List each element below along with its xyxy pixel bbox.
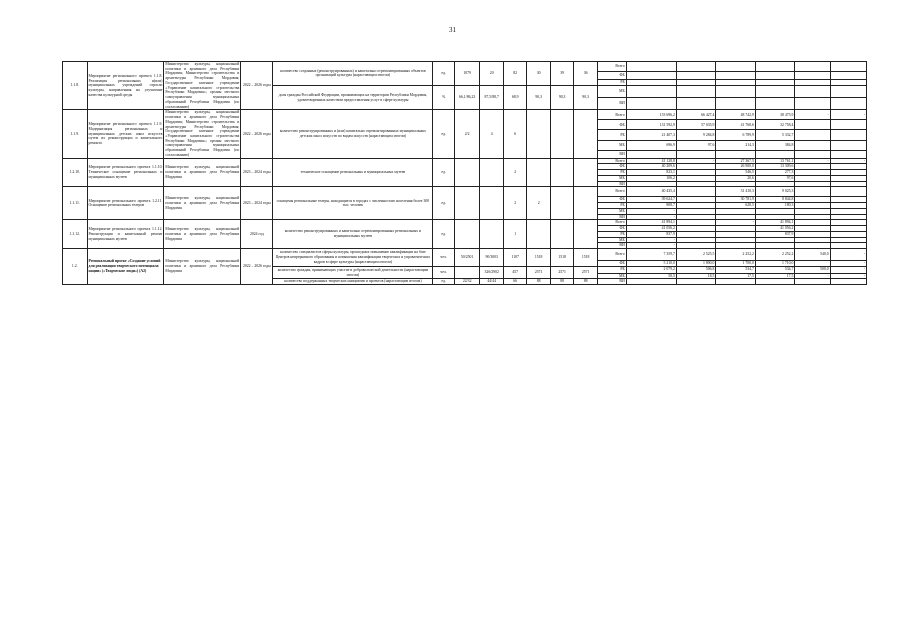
finance-source: ВИ xyxy=(597,214,626,220)
finance-value xyxy=(830,98,866,110)
finance-value: 2 525,5 xyxy=(676,248,716,260)
indicator-value xyxy=(550,187,573,220)
finance-source: РБ xyxy=(597,80,626,86)
finance-value: 31 410,3 xyxy=(716,187,756,197)
finance-source: РБ xyxy=(597,266,626,273)
indicator-value: 1 xyxy=(503,220,526,249)
finance-value xyxy=(795,140,830,150)
period: 2022 – 2026 годы xyxy=(241,110,273,158)
finance-value xyxy=(830,130,866,140)
finance-value xyxy=(795,85,830,98)
finance-value xyxy=(755,98,795,110)
row-number: 1.2. xyxy=(63,248,88,284)
finance-value xyxy=(716,150,756,158)
finance-value xyxy=(676,150,716,158)
finance-value: 41 056,2 xyxy=(626,226,676,232)
indicator-value: 457 xyxy=(503,266,526,279)
finance-value: 17,5 xyxy=(716,273,756,279)
finance-value: 277,3 xyxy=(755,170,795,176)
executor: Министерство культуры, национальной политики и архивного дела Республики Мордовия xyxy=(164,187,241,220)
finance-value: 30 781,9 xyxy=(716,197,756,203)
indicator-name: количество граждан, принимающих участие в добровольческой деятельности (нарастающим итогом) xyxy=(273,266,433,279)
finance-value: - xyxy=(830,266,866,273)
indicator-name: доля граждан Российской Федерации, проживающих на территории Республики Мордовия, удовлетворенных качеством предоставления услуг в сфере культуры xyxy=(273,85,433,110)
finance-value: 546,5 xyxy=(716,170,756,176)
finance-value xyxy=(716,62,756,72)
period: 2024 год xyxy=(241,220,273,249)
finance-value: 506,8 xyxy=(676,266,716,273)
indicator-base xyxy=(454,187,480,220)
period: 2022 – 2026 годы xyxy=(241,62,273,110)
indicator-value: 1518 xyxy=(527,248,550,266)
indicator-name: техническое оснащение региональных и муниципальных музеев xyxy=(273,158,433,187)
period: 2022 – 2026 годы xyxy=(241,248,273,284)
indicator-base: 50/2501 xyxy=(454,248,480,266)
indicator-base: 2/2 xyxy=(454,110,480,158)
indicator-name: количество реконструированных и (или) капитально отремонтированных муниципальных детских школ искусств по видам искусств (нарастающим итогом) xyxy=(273,110,433,158)
finance-value xyxy=(795,150,830,158)
finance-value: 5 210,0 xyxy=(626,260,676,266)
finance-source: МБ xyxy=(597,140,626,150)
finance-source: МБ xyxy=(597,85,626,98)
finance-value xyxy=(676,279,716,285)
indicator-value xyxy=(574,187,597,220)
finance-value: - xyxy=(676,158,716,164)
finance-source: ФБ xyxy=(597,72,626,80)
finance-source: ВИ xyxy=(597,98,626,110)
row-number: 1.1.8. xyxy=(63,62,88,110)
finance-value: 40 209,6 xyxy=(626,164,676,170)
finance-value xyxy=(716,72,756,80)
finance-source: РБ xyxy=(597,170,626,176)
finance-source: МБ xyxy=(597,208,626,214)
finance-source: МБ xyxy=(597,237,626,243)
indicator-base xyxy=(454,220,480,249)
finance-value xyxy=(626,72,676,80)
finance-value xyxy=(830,72,866,80)
indicator-unit: ед. xyxy=(433,110,454,158)
finance-value: 808,7 xyxy=(626,203,676,209)
indicator-unit: ед. xyxy=(433,62,454,86)
finance-value: 38 475,9 xyxy=(755,110,795,120)
finance-value: 214,3 xyxy=(716,140,756,150)
finance-value xyxy=(626,62,676,72)
finance-value: 13 309,6 xyxy=(755,164,795,170)
finance-value xyxy=(676,98,716,110)
finance-value: 180,3 xyxy=(755,203,795,209)
finance-value: 20,6 xyxy=(716,175,756,181)
finance-value: 106,2 xyxy=(626,175,676,181)
indicator-value: 30 xyxy=(527,62,550,86)
finance-value xyxy=(676,62,716,72)
executor: Министерство культуры, национальной политики и архивного дела Республики Мордовия xyxy=(164,220,241,249)
indicator-value: 90,3 xyxy=(550,85,573,110)
finance-source: МБ xyxy=(597,175,626,181)
measure-name: Мероприятие регионального проекта 1.2.11. Оснащение региональных театров xyxy=(87,187,164,220)
indicator-name: количество созданных (реконструированных) и капитально отремонтированных объектов организаций культуры (нарастающим итогом) xyxy=(273,62,433,86)
executor: Министерство культуры, национальной политики и архивного дела Республики Мордовия; Министерство строительства и архитектуры Республики Мордовия; Государственное казенное учреждение «Управление капитального строительства Республики Мордовия»; органы местного самоуправления муниципальных образований Республики Мордовия (по согласованию) xyxy=(165,62,240,109)
indicator-value xyxy=(574,220,597,249)
table-row xyxy=(63,158,867,164)
indicator-value xyxy=(480,220,503,249)
finance-value xyxy=(830,150,866,158)
finance-value: 13 761,1 xyxy=(755,158,795,164)
indicator-value: 2571 xyxy=(550,266,573,279)
indicator-value: 90,3 xyxy=(574,85,597,110)
indicator-value: 88 xyxy=(574,279,597,285)
finance-value: 2 252,2 xyxy=(755,248,795,260)
indicator-base: 1079 xyxy=(454,62,480,86)
indicator-value: 88 xyxy=(550,279,573,285)
indicator-unit: чел. xyxy=(433,248,454,266)
table-row xyxy=(63,62,867,72)
indicator-name: количество реконструированных и капитально отремонтированных региональных и муниципальных музеев xyxy=(273,220,433,249)
finance-value: 66 427,4 xyxy=(676,110,716,120)
indicator-unit: % xyxy=(433,85,454,110)
measure-name: Мероприятие регионального проекта 1.1.12. Реконструкция и капитальный ремонт муниципальных музеев xyxy=(87,220,164,249)
finance-value: 131 592,9 xyxy=(626,120,676,130)
finance-source: ФБ xyxy=(597,164,626,170)
indicator-value: 1107 xyxy=(503,248,526,266)
finance-value xyxy=(626,98,676,110)
finance-value: - xyxy=(626,243,676,249)
indicator-value: 2 xyxy=(503,187,526,220)
indicator-value: 82 xyxy=(503,62,526,86)
finance-value: 50,5 xyxy=(626,273,676,279)
finance-value: 384,8 xyxy=(755,140,795,150)
finance-value: 1 800,0 xyxy=(676,260,716,266)
indicator-value xyxy=(480,187,503,220)
indicator-name: оснащены региональные театры, находящиеся в городах с численностью населения более 300 тыс. человек xyxy=(273,187,433,220)
finance-source: ФБ xyxy=(597,120,626,130)
indicator-value: 44/44 xyxy=(480,279,503,285)
indicator-value xyxy=(527,158,550,187)
finance-value xyxy=(830,62,866,72)
finance-value: 97,6 xyxy=(755,175,795,181)
finance-value xyxy=(830,140,866,150)
table-row xyxy=(63,110,867,120)
indicator-value xyxy=(574,158,597,187)
measure-name: Мероприятие регионального проекта 1.1.10. Техническое оснащение региональных и муниципальных музеев xyxy=(87,158,164,187)
finance-source: ВИ xyxy=(597,243,626,249)
finance-value xyxy=(755,72,795,80)
indicator-unit: ед. xyxy=(433,158,454,187)
finance-source: ФБ xyxy=(597,226,626,232)
finance-value: - xyxy=(830,158,866,164)
indicator-value: 66 xyxy=(503,279,526,285)
finance-value: - xyxy=(830,110,866,120)
finance-value xyxy=(830,279,866,285)
indicator-value: 6 xyxy=(503,110,526,158)
finance-value: 5 332,7 xyxy=(755,130,795,140)
finance-value xyxy=(795,72,830,80)
finance-value: 1 710,0 xyxy=(755,260,795,266)
indicator-unit: ед. xyxy=(433,279,454,285)
indicator-value: 1518 xyxy=(574,248,597,266)
finance-value: 6 789,9 xyxy=(716,130,756,140)
finance-value: 837,9 xyxy=(626,231,676,237)
indicator-value xyxy=(527,220,550,249)
finance-value: - xyxy=(795,273,830,279)
indicator-value: 87,5/88,7 xyxy=(480,85,503,110)
finance-value xyxy=(755,85,795,98)
finance-value xyxy=(676,187,716,197)
period: 2023 – 2024 годы xyxy=(241,187,273,220)
indicator-value: 326/2902 xyxy=(480,266,503,279)
finance-source: РБ xyxy=(597,130,626,140)
indicator-value xyxy=(550,110,573,158)
indicator-base xyxy=(454,266,480,279)
finance-value: 41 894,1 xyxy=(755,220,795,226)
measure-name: Мероприятие регионального проекта 1.1.8. Реализация региональных и(или) муниципальных учреждений отрасли культуры, направленная на улучшение качества культурной среды xyxy=(87,62,164,110)
finance-value: 97,6 xyxy=(676,140,716,150)
finance-value: 7 359,7 xyxy=(626,248,676,260)
finance-value: 48 742,9 xyxy=(716,110,756,120)
finance-source: Всего xyxy=(597,248,626,260)
finance-value xyxy=(716,98,756,110)
indicator-value: 2 xyxy=(503,158,526,187)
finance-value: 2 252,2 xyxy=(716,248,756,260)
finance-value xyxy=(795,62,830,72)
finance-source: ФБ xyxy=(597,260,626,266)
finance-value xyxy=(716,85,756,98)
finance-source: Всего xyxy=(597,158,626,164)
finance-source: РБ xyxy=(597,231,626,237)
executor: Министерство культуры, национальной политики и архивного дела Республики Мордовия xyxy=(164,248,241,284)
finance-value: 628,5 xyxy=(716,203,756,209)
row-number: 1.1.11. xyxy=(63,187,88,220)
finance-value: - xyxy=(830,273,866,279)
finance-value: 27 367,5 xyxy=(716,158,756,164)
finance-value xyxy=(676,85,716,98)
program-table xyxy=(62,61,867,285)
executor: Министерство культуры, национальной политики и архивного дела Республики Мордовия; Министерство строительства и архитектуры Республики Мордовия; Государственное казенное учреждение «Управление капитального строительства Республики Мордовия»; органы местного самоуправления муниципальных образований Республики Мордовия (по согласованию) xyxy=(165,110,240,157)
finance-value: 41 056,2 xyxy=(755,226,795,232)
finance-value xyxy=(626,279,676,285)
finance-value: - xyxy=(830,260,866,266)
finance-value: 40 435,4 xyxy=(626,187,676,197)
executor: Министерство культуры, национальной политики и архивного дела Республики Мордовия xyxy=(164,158,241,187)
indicator-value: 90,3 xyxy=(527,85,550,110)
measure-name: Региональный проект «Создание условий для реализации творческого потенциала нации» («Творческие люди») (А2) xyxy=(87,248,164,284)
finance-source: ВИ xyxy=(597,181,626,187)
finance-value: 18,5 xyxy=(676,273,716,279)
indicator-value: 90/3003 xyxy=(480,248,503,266)
indicator-value: 36 xyxy=(574,62,597,86)
finance-value: 17,5 xyxy=(755,273,795,279)
finance-value: 500,0 xyxy=(795,266,830,273)
finance-value xyxy=(795,98,830,110)
indicator-value xyxy=(574,110,597,158)
row-number: 1.1.12. xyxy=(63,220,88,249)
finance-source: ВИ xyxy=(597,150,626,158)
finance-value xyxy=(755,279,795,285)
finance-value: 2 079,2 xyxy=(626,266,676,273)
indicator-value: 2571 xyxy=(527,266,550,279)
indicator-value: 88 xyxy=(527,279,550,285)
finance-value: 540,0 xyxy=(795,248,830,260)
indicator-value: 2571 xyxy=(574,266,597,279)
finance-source: МБ xyxy=(597,273,626,279)
indicator-unit: ед. xyxy=(433,187,454,220)
finance-value: 8 844,8 xyxy=(755,197,795,203)
finance-value: 39 624,7 xyxy=(626,197,676,203)
finance-value: - xyxy=(830,248,866,260)
finance-value: - xyxy=(626,237,676,243)
finance-value xyxy=(755,62,795,72)
finance-value: 41 768,6 xyxy=(716,120,756,130)
finance-value xyxy=(795,279,830,285)
table-row xyxy=(63,248,867,260)
indicator-value: 4 xyxy=(480,110,503,158)
finance-source: Всего xyxy=(597,220,626,226)
finance-value xyxy=(626,85,676,98)
finance-value xyxy=(830,85,866,98)
finance-value: - xyxy=(795,158,830,164)
indicator-name: количество специалистов сферы культуры, прошедших повышение квалификации на базе Центров непрерывного образования и повышения квалификации творческих и управленческих кадров в сфере культуры (нарастающим итогом) xyxy=(273,248,433,266)
finance-source: Всего xyxy=(597,62,626,72)
indicator-value xyxy=(550,158,573,187)
finance-value: 9 284,8 xyxy=(676,130,716,140)
indicator-unit: чел. xyxy=(433,266,454,279)
measure-name: Мероприятие регионального проекта 1.1.9. Модернизация региональных и муниципальных детских школ искусств путем их реконструкции и капитального ремонта xyxy=(87,110,164,158)
indicator-base: 22/32 xyxy=(454,279,480,285)
finance-value: 41 894,1 xyxy=(626,220,676,226)
finance-source: Всего xyxy=(597,187,626,197)
finance-value xyxy=(795,187,830,197)
finance-value xyxy=(830,187,866,197)
indicator-name: количество поддержанных творческих инициатив и проектов (нарастающим итогом) xyxy=(273,279,433,285)
finance-value: 21 407,3 xyxy=(626,130,676,140)
finance-value: 1 700,0 xyxy=(716,260,756,266)
indicator-value: 2 xyxy=(527,187,550,220)
finance-value: 823,1 xyxy=(626,170,676,176)
indicator-value: 68,9 xyxy=(503,85,526,110)
finance-source: ВИ xyxy=(597,279,626,285)
indicator-value xyxy=(480,158,503,187)
indicator-value: 1518 xyxy=(550,248,573,266)
indicator-base xyxy=(454,158,480,187)
finance-source: Всего xyxy=(597,110,626,120)
table-row xyxy=(63,187,867,197)
finance-value: 32 758,4 xyxy=(755,120,795,130)
finance-value: 57 035,9 xyxy=(676,120,716,130)
finance-value: 153 696,2 xyxy=(626,110,676,120)
finance-value xyxy=(795,130,830,140)
finance-value: 837,9 xyxy=(755,231,795,237)
row-number: 1.1.9. xyxy=(63,110,88,158)
finance-value: 9 025,3 xyxy=(755,187,795,197)
finance-value xyxy=(626,150,676,158)
indicator-value xyxy=(550,220,573,249)
finance-value: 534,7 xyxy=(755,266,795,273)
period: 2023 – 2024 годы xyxy=(241,158,273,187)
indicator-base: 66,1/86,23 xyxy=(454,85,480,110)
finance-value: 534,7 xyxy=(716,266,756,273)
finance-value: - xyxy=(795,110,830,120)
finance-value xyxy=(830,120,866,130)
finance-source: ФБ xyxy=(597,197,626,203)
finance-value xyxy=(795,120,830,130)
page-number: 31 xyxy=(449,26,456,34)
indicator-value: 20 xyxy=(480,62,503,86)
finance-value: - xyxy=(626,208,676,214)
indicator-value xyxy=(527,110,550,158)
indicator-value: 39 xyxy=(550,62,573,86)
finance-source: РБ xyxy=(597,203,626,209)
finance-value xyxy=(755,150,795,158)
row-number: 1.2.10. xyxy=(63,158,88,187)
finance-value: 41 128,8 xyxy=(626,158,676,164)
finance-value: - xyxy=(626,214,676,220)
finance-value: 696,9 xyxy=(626,140,676,150)
finance-value: - xyxy=(716,220,756,226)
finance-value: 26 900,0 xyxy=(716,164,756,170)
finance-value xyxy=(676,72,716,80)
finance-value xyxy=(716,279,756,285)
indicator-unit: ед. xyxy=(433,220,454,249)
